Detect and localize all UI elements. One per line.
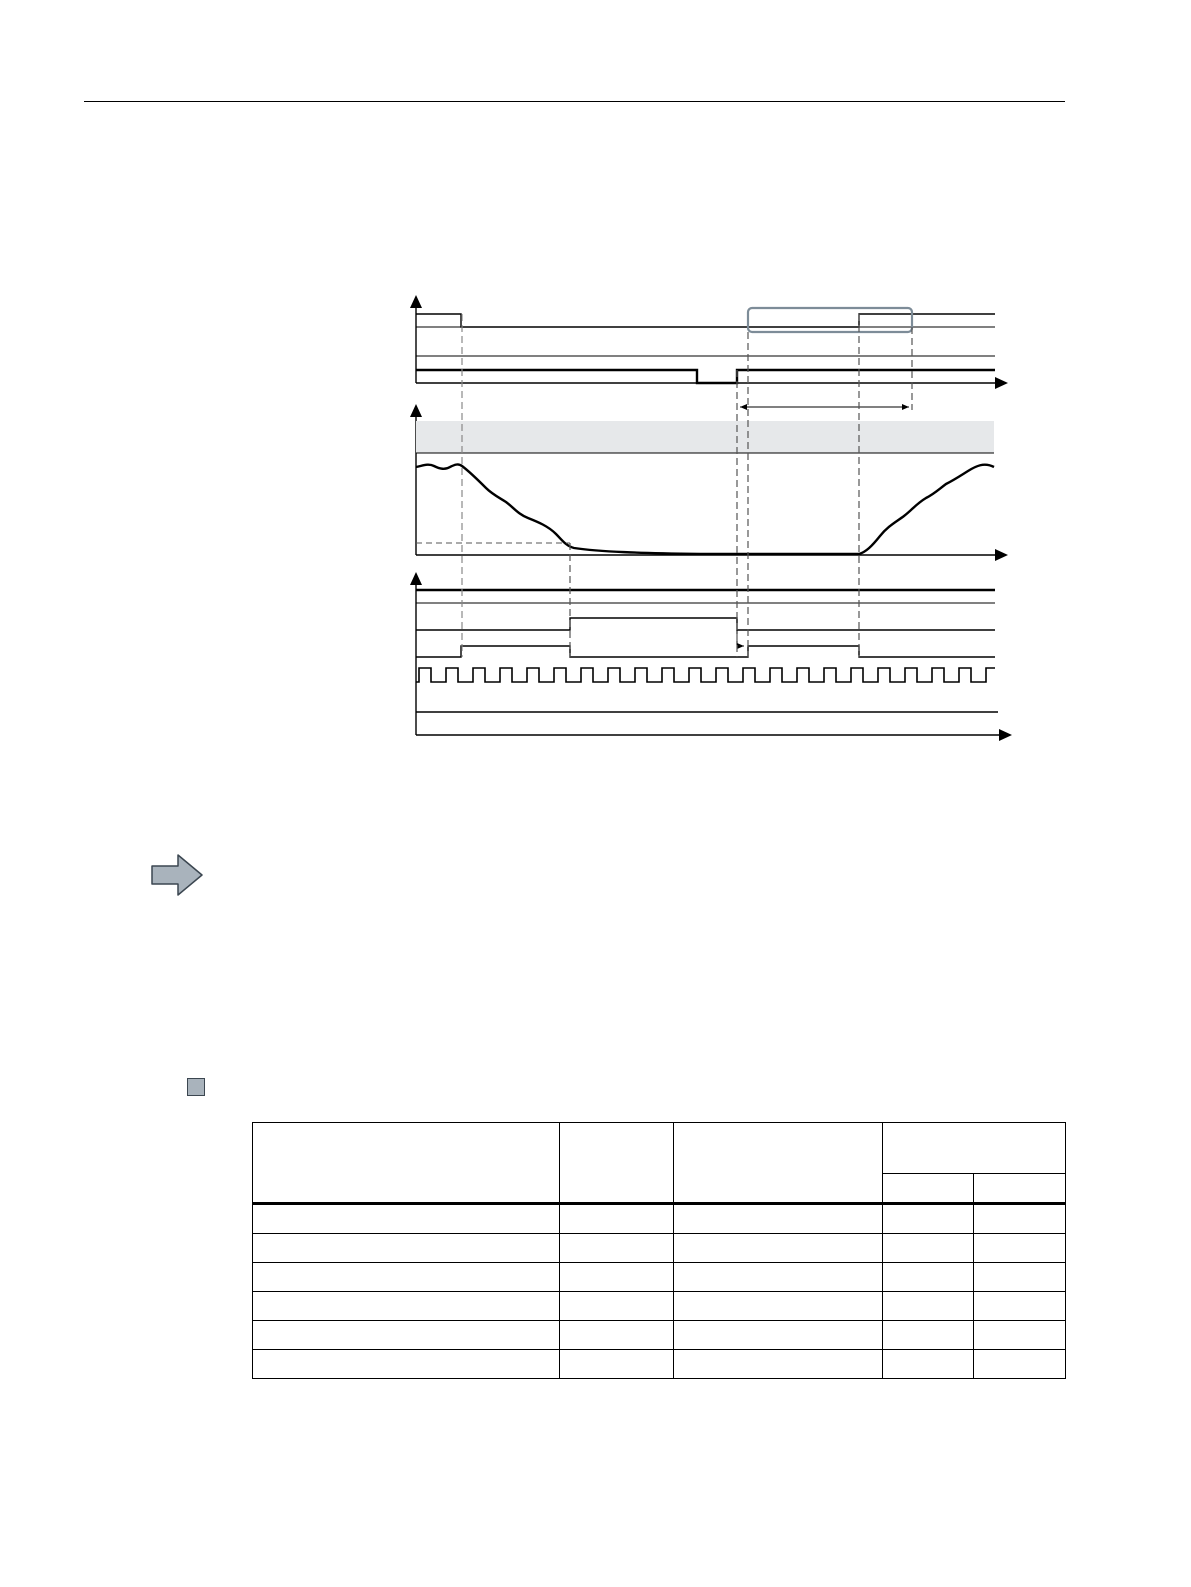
table-row xyxy=(253,1234,1066,1263)
panel-2-time-axis-arrow xyxy=(995,549,1008,561)
signal-5-to-6-transition-arrow xyxy=(737,630,744,646)
signal-3-trace xyxy=(416,370,995,383)
panel-3-signals xyxy=(410,572,1012,741)
table-header-col3 xyxy=(674,1123,883,1204)
table-cell xyxy=(674,1350,883,1379)
panel-1-signals xyxy=(410,295,1008,407)
panel-2-curve xyxy=(410,404,1008,561)
table-cell xyxy=(974,1292,1066,1321)
panel-1-y-axis-arrow xyxy=(410,295,422,308)
table-cell xyxy=(974,1234,1066,1263)
table-cell xyxy=(974,1204,1066,1234)
table-cell xyxy=(253,1263,560,1292)
table-cell xyxy=(883,1350,974,1379)
table-cell xyxy=(883,1204,974,1234)
table-cell xyxy=(674,1263,883,1292)
table-header-group xyxy=(883,1123,1066,1174)
panel-2-y-axis-arrow xyxy=(410,404,422,417)
table-cell xyxy=(560,1204,674,1234)
table-row xyxy=(253,1292,1066,1321)
table-header-col2 xyxy=(560,1123,674,1204)
table-cell xyxy=(674,1234,883,1263)
table-cell xyxy=(560,1321,674,1350)
table-cell xyxy=(253,1204,560,1234)
signal-6-trace xyxy=(416,646,995,657)
arrow-right-icon xyxy=(150,852,206,898)
table-cell xyxy=(253,1292,560,1321)
parameter-table xyxy=(252,1122,1066,1379)
table-header-col4a xyxy=(883,1174,974,1204)
table-row xyxy=(253,1350,1066,1379)
table-row xyxy=(253,1321,1066,1350)
table-cell xyxy=(883,1321,974,1350)
table-cell xyxy=(253,1350,560,1379)
speed-curve xyxy=(416,464,994,554)
table-cell xyxy=(253,1321,560,1350)
table-cell xyxy=(974,1321,1066,1350)
table-cell xyxy=(560,1263,674,1292)
table-cell xyxy=(883,1292,974,1321)
table-cell xyxy=(560,1292,674,1321)
clock-pulse-train xyxy=(416,668,995,682)
panel-1-time-axis-arrow xyxy=(995,377,1008,389)
table-cell xyxy=(974,1263,1066,1292)
table-cell xyxy=(560,1350,674,1379)
panel-3-time-axis-arrow xyxy=(999,729,1012,741)
table-header-col4b xyxy=(974,1174,1066,1204)
table-cell xyxy=(253,1234,560,1263)
tolerance-band xyxy=(416,421,994,453)
signal-5-trace xyxy=(416,618,995,630)
highlight-frame xyxy=(748,308,912,332)
table-row xyxy=(253,1263,1066,1292)
table-row xyxy=(253,1204,1066,1234)
signal-1-trace xyxy=(416,314,995,327)
table-cell xyxy=(974,1350,1066,1379)
timing-guides xyxy=(462,314,912,657)
table-header-col1 xyxy=(253,1123,560,1204)
table-cell xyxy=(674,1321,883,1350)
table-cell xyxy=(674,1204,883,1234)
square-bullet-icon xyxy=(187,1078,205,1096)
table-cell xyxy=(883,1263,974,1292)
table-cell xyxy=(674,1292,883,1321)
table-cell xyxy=(883,1234,974,1263)
table-cell xyxy=(560,1234,674,1263)
panel-3-y-axis-arrow xyxy=(410,572,422,585)
